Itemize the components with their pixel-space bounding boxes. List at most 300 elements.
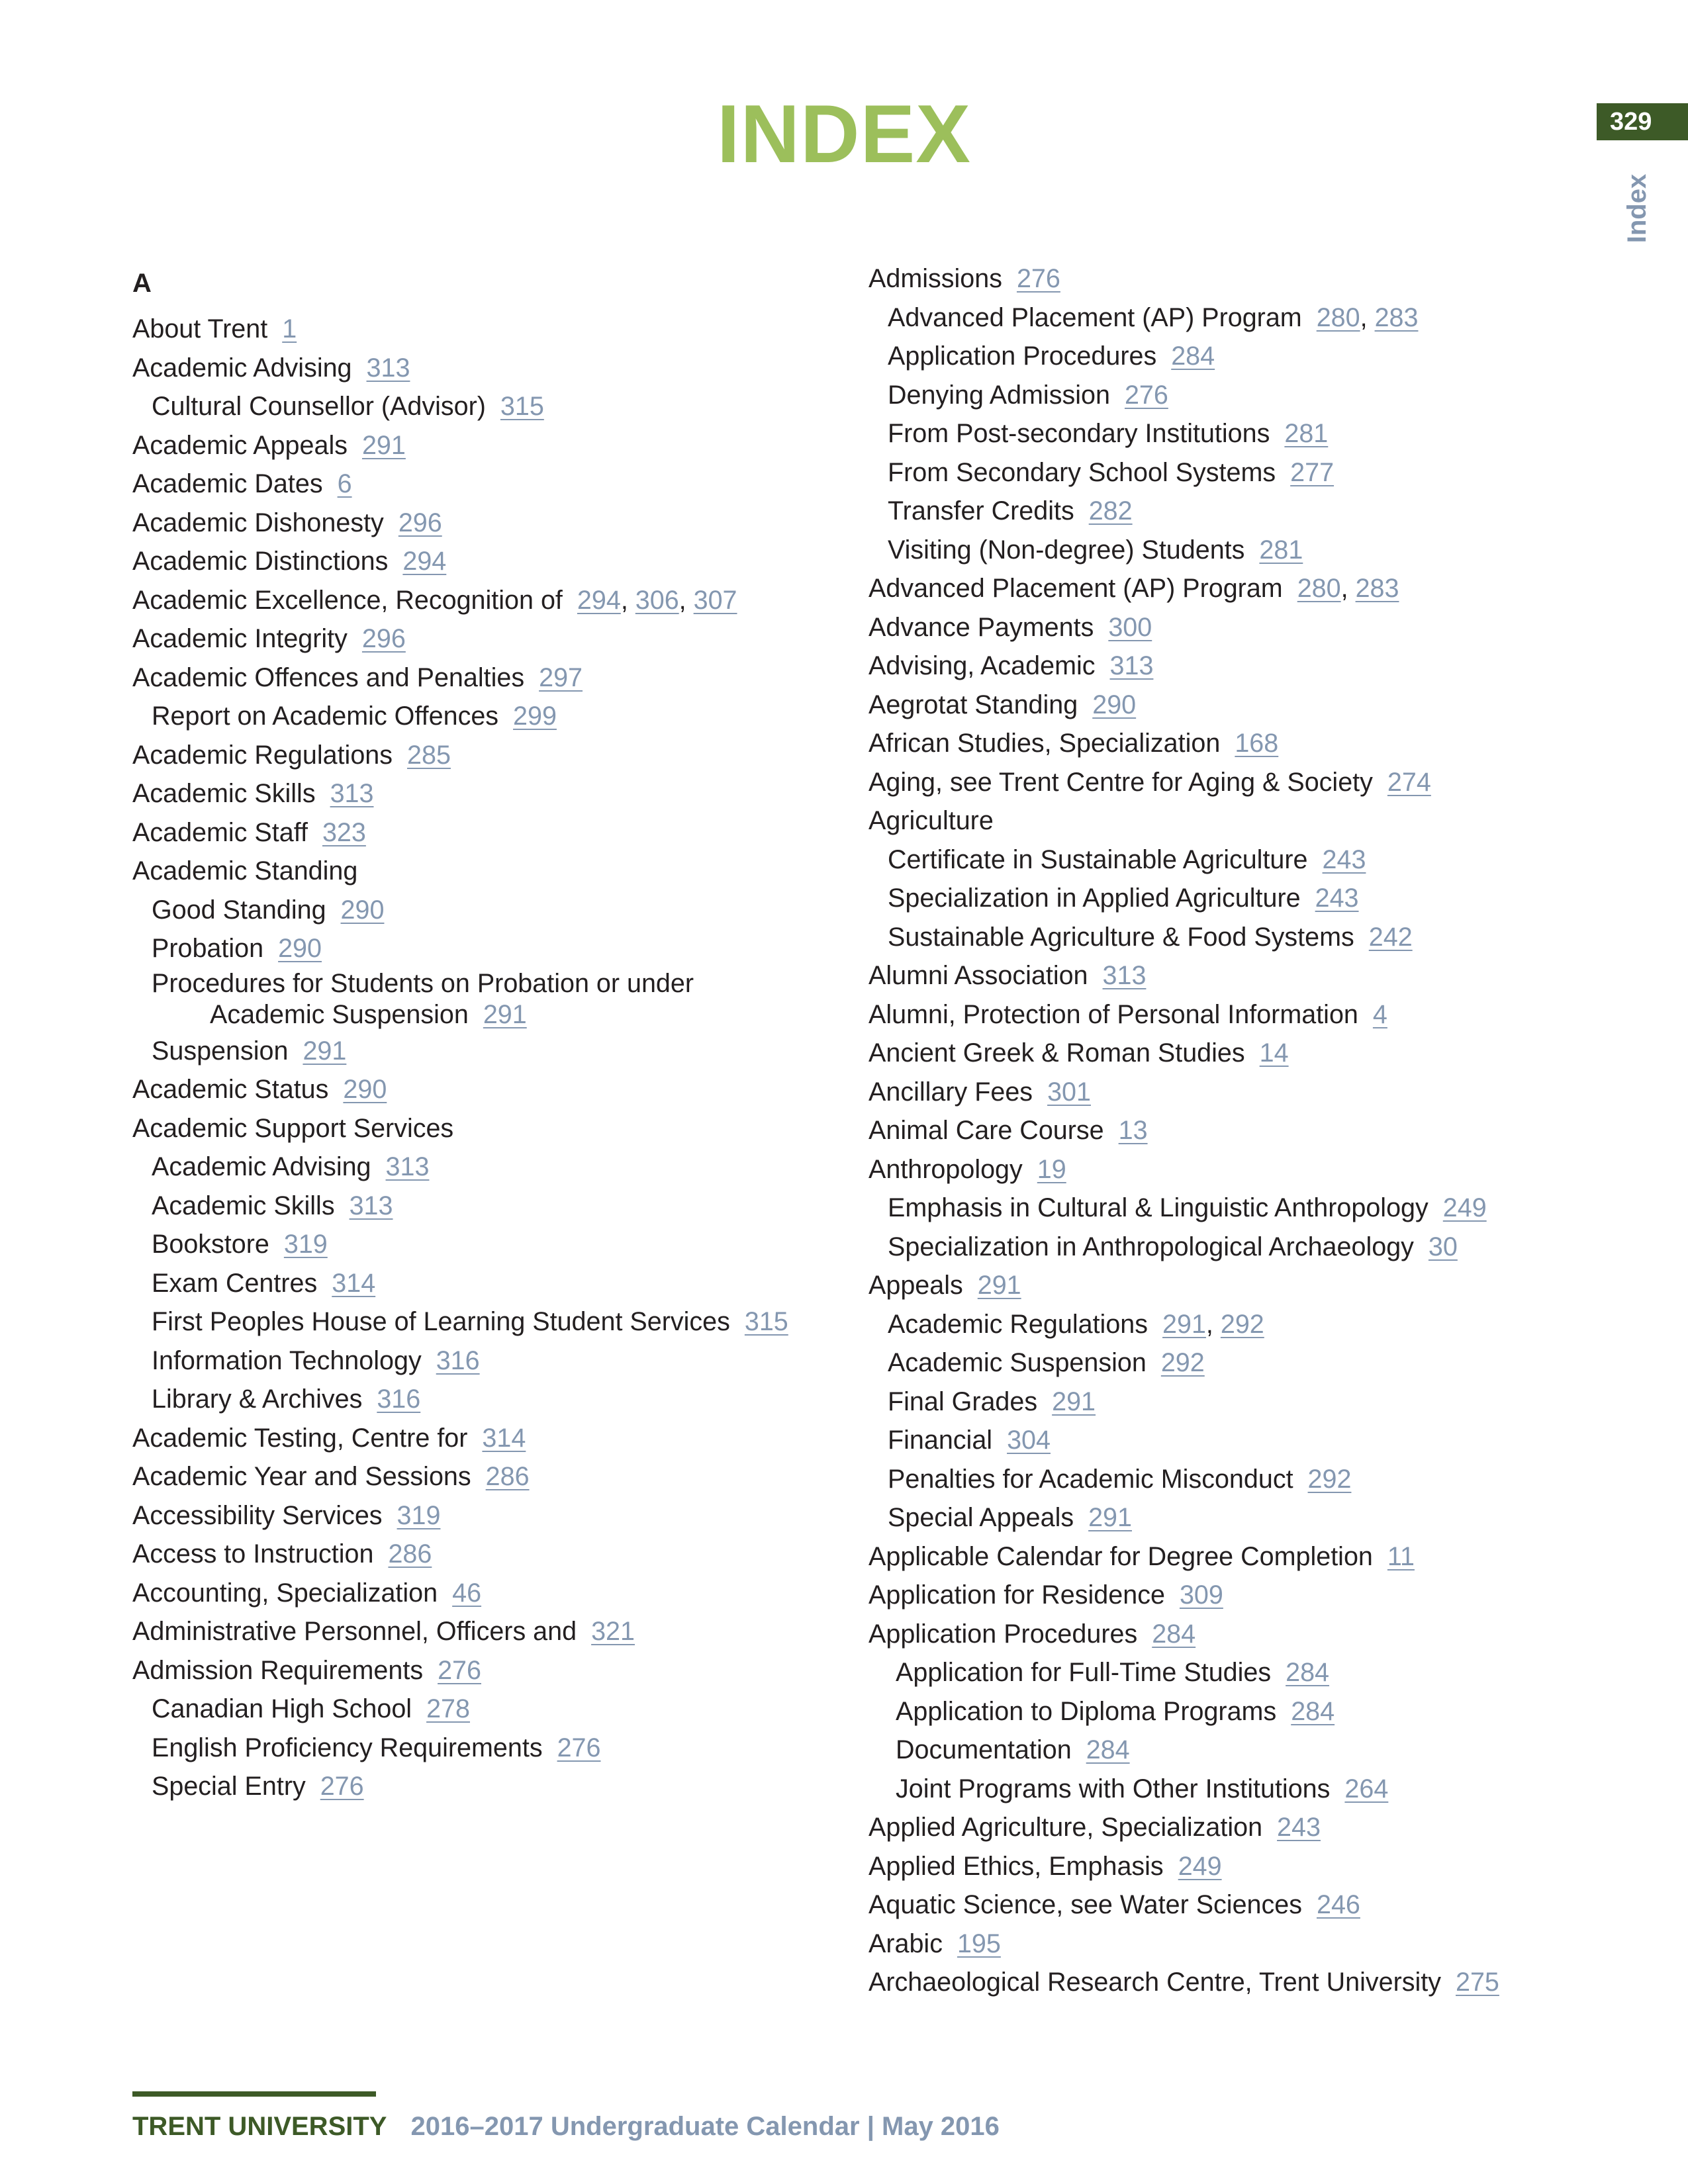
page-link[interactable]: 323 — [322, 817, 366, 847]
page-link[interactable]: 313 — [1102, 961, 1147, 990]
page-link[interactable]: 13 — [1118, 1116, 1148, 1145]
page-link[interactable]: 243 — [1315, 884, 1359, 913]
index-entry — [132, 1767, 847, 1806]
index-term: Academic Excellence, Recognition of — [132, 585, 563, 615]
index-term: Advanced Placement (AP) Program — [888, 302, 1302, 332]
index-term: Penalties for Academic Misconduct — [888, 1464, 1293, 1494]
index-entry — [868, 1073, 1583, 1112]
index-entry — [868, 1808, 1583, 1847]
page-link[interactable]: 276 — [1124, 380, 1168, 410]
page-link[interactable]: 313 — [349, 1191, 393, 1220]
index-entry — [132, 1651, 847, 1690]
page-link[interactable]: 315 — [744, 1307, 788, 1336]
index-entry — [868, 1421, 1583, 1460]
page-references — [1103, 961, 1147, 990]
page-link[interactable]: 168 — [1235, 729, 1279, 758]
page-link[interactable]: 280 — [1316, 302, 1360, 332]
page-references — [438, 1656, 481, 1685]
page-link[interactable]: 284 — [1152, 1619, 1196, 1649]
index-entry — [868, 1034, 1583, 1073]
page-references — [278, 934, 322, 963]
page-link[interactable]: 242 — [1368, 922, 1413, 952]
index-term: From Post-secondary Institutions — [888, 419, 1270, 448]
index-entry — [132, 659, 847, 698]
page-references — [284, 1230, 328, 1259]
index-term: Advance Payments — [868, 612, 1094, 642]
index-entry — [132, 968, 847, 1032]
page-references — [399, 508, 442, 537]
page-references — [332, 1269, 375, 1298]
page-link[interactable]: 281 — [1284, 419, 1329, 448]
index-entry — [868, 531, 1583, 570]
page-link[interactable]: 294 — [402, 547, 447, 576]
index-term: Procedures for Students on Probation or under — [152, 968, 694, 998]
index-term: Appeals — [868, 1271, 963, 1300]
index-term: Cultural Counsellor (Advisor) — [152, 392, 486, 421]
page-link[interactable]: 313 — [1109, 651, 1154, 680]
index-term: Academic Testing, Centre for — [132, 1423, 468, 1453]
page-link[interactable]: 291 — [977, 1271, 1021, 1300]
page-references — [343, 1075, 387, 1104]
index-entry — [868, 647, 1583, 686]
page-link[interactable]: 313 — [385, 1152, 430, 1181]
page-references — [1235, 729, 1278, 758]
page-link[interactable]: 281 — [1259, 535, 1303, 565]
page-link[interactable]: 4 — [1372, 999, 1387, 1029]
page-references — [322, 818, 366, 847]
index-term: Special Entry — [152, 1772, 306, 1801]
page-references — [1456, 1968, 1499, 1997]
page-references — [1259, 535, 1303, 565]
index-term: Agriculture — [868, 806, 994, 835]
page-link[interactable]: 249 — [1178, 1851, 1222, 1881]
page-references — [482, 1424, 526, 1453]
index-entry — [868, 686, 1583, 725]
page-references: 291, 292 — [1162, 1309, 1264, 1339]
page-references — [1037, 1155, 1066, 1184]
page-references — [557, 1733, 601, 1762]
index-term: Application to Diploma Programs — [896, 1696, 1277, 1726]
index-term: Academic Support Services — [132, 1113, 454, 1143]
index-term: Accounting, Specialization — [132, 1578, 438, 1608]
page-link[interactable]: 19 — [1037, 1154, 1066, 1184]
page-references — [388, 1539, 432, 1569]
index-entry — [132, 387, 847, 426]
index-entry — [132, 1148, 847, 1187]
page-references — [1260, 1038, 1289, 1068]
index-entry — [132, 1225, 847, 1264]
index-term: Specialization in Applied Agriculture — [888, 884, 1301, 913]
page-link[interactable]: 316 — [436, 1345, 480, 1375]
index-term: Accessibility Services — [132, 1500, 383, 1530]
index-entry — [868, 1266, 1583, 1305]
page-references — [1178, 1852, 1222, 1881]
index-term: Information Technology — [152, 1345, 422, 1375]
index-entry — [868, 956, 1583, 995]
page-link[interactable]: 291 — [361, 430, 406, 460]
page-references — [1315, 884, 1359, 913]
index-entry — [868, 608, 1583, 647]
index-term: Academic Dates — [132, 469, 323, 498]
page-link[interactable]: 299 — [513, 702, 557, 731]
page-link[interactable]: 315 — [500, 392, 544, 421]
page-link[interactable]: 264 — [1344, 1774, 1389, 1803]
index-term: Archaeological Research Centre, Trent University — [868, 1968, 1441, 1997]
index-entry — [132, 1496, 847, 1535]
page-link[interactable]: 290 — [340, 895, 385, 925]
index-term: Bookstore — [152, 1230, 269, 1259]
page-references — [1125, 381, 1168, 410]
index-term: Canadian High School — [152, 1694, 412, 1723]
page-references — [377, 1385, 420, 1414]
index-entry — [132, 619, 847, 659]
index-entry — [868, 801, 1583, 841]
page-references — [539, 663, 583, 692]
index-entry — [132, 504, 847, 543]
page-link[interactable]: 314 — [332, 1268, 376, 1298]
page-link[interactable]: 278 — [426, 1694, 470, 1723]
page-link[interactable]: 297 — [539, 662, 583, 692]
page-references — [1180, 1580, 1223, 1610]
index-entry — [132, 1302, 847, 1342]
index-entry — [868, 1886, 1583, 1925]
index-entry — [868, 1731, 1583, 1770]
page-link[interactable]: 321 — [591, 1617, 635, 1646]
page-link[interactable]: 290 — [343, 1075, 387, 1104]
page-references — [1088, 1503, 1132, 1532]
page-references — [341, 895, 385, 925]
index-entry — [868, 1111, 1583, 1150]
page-link[interactable]: 249 — [1442, 1193, 1487, 1222]
index-entry — [132, 1380, 847, 1419]
index-term: Aegrotat Standing — [868, 690, 1078, 719]
page-link[interactable]: 284 — [1291, 1696, 1335, 1726]
page-references — [362, 431, 406, 460]
index-entry — [868, 763, 1583, 802]
index-term: Academic Standing — [132, 856, 358, 886]
page-link[interactable]: 6 — [337, 469, 352, 498]
index-term: Visiting (Non-degree) Students — [888, 535, 1245, 565]
page-references — [1277, 1813, 1321, 1842]
index-term: Application Procedures — [868, 1619, 1138, 1649]
page-references — [362, 624, 406, 653]
page-references — [1308, 1465, 1352, 1494]
page-link[interactable]: 46 — [452, 1578, 482, 1608]
section-tab-label: Index — [1622, 173, 1652, 244]
page-link[interactable]: 306 — [635, 585, 679, 615]
page-link[interactable]: 195 — [957, 1929, 1001, 1958]
page-references — [1387, 768, 1431, 797]
index-term: Academic Distinctions — [132, 547, 389, 576]
page-references — [1017, 264, 1060, 293]
index-column-left — [132, 259, 847, 1806]
page-references — [402, 547, 446, 576]
page-link[interactable]: 275 — [1456, 1968, 1499, 1997]
index-term: English Proficiency Requirements — [152, 1733, 543, 1762]
page-references: 280, 283 — [1297, 574, 1399, 603]
page-references — [1152, 1619, 1196, 1649]
page-link[interactable]: 246 — [1317, 1890, 1360, 1919]
index-entry — [132, 426, 847, 465]
page-references — [338, 469, 352, 498]
index-entry — [868, 879, 1583, 918]
index-entry — [868, 1460, 1583, 1499]
page-references — [1284, 419, 1328, 448]
index-term: Sustainable Agriculture & Food Systems — [888, 922, 1354, 952]
index-entry — [132, 1032, 847, 1071]
index-letter-heading — [132, 259, 847, 310]
index-term: Denying Admission — [888, 380, 1110, 410]
page-link[interactable]: 291 — [1162, 1309, 1206, 1339]
index-entry — [868, 1963, 1583, 2002]
index-term: Alumni, Protection of Personal Information — [868, 999, 1358, 1029]
page-link[interactable]: 307 — [693, 585, 737, 615]
page-references — [1108, 613, 1152, 642]
page-link[interactable]: 277 — [1290, 457, 1335, 487]
page-references — [350, 1191, 393, 1220]
index-entry — [868, 337, 1583, 376]
index-entry — [132, 736, 847, 775]
page-references — [436, 1346, 480, 1375]
index-entry — [868, 1847, 1583, 1886]
index-column-right — [868, 259, 1583, 2002]
index-term: Arabic — [868, 1929, 943, 1958]
page-link[interactable]: 291 — [303, 1036, 347, 1066]
page-references — [1052, 1387, 1096, 1416]
page-references — [1110, 651, 1154, 680]
page-references — [1047, 1077, 1091, 1107]
index-term: Advanced Placement (AP) Program — [868, 574, 1283, 603]
page-link[interactable]: 276 — [557, 1733, 601, 1762]
index-term: Certificate in Sustainable Agriculture — [888, 844, 1308, 874]
page-link[interactable]: 30 — [1428, 1232, 1458, 1261]
index-term: Animal Care Course — [868, 1116, 1104, 1145]
index-term: Academic Regulations — [888, 1309, 1149, 1339]
page-link[interactable]: 292 — [1220, 1309, 1264, 1339]
page-references — [483, 1000, 527, 1029]
page-link[interactable]: 290 — [1092, 690, 1137, 719]
page-references — [1323, 845, 1366, 874]
index-entry — [868, 259, 1583, 298]
index-entry — [868, 995, 1583, 1034]
page-references — [745, 1307, 788, 1336]
index-term: Final Grades — [888, 1387, 1038, 1416]
index-term: Alumni Association — [868, 961, 1088, 990]
index-entry — [132, 1187, 847, 1226]
index-term: Probation — [152, 934, 264, 963]
page-link[interactable]: 296 — [398, 508, 442, 537]
page-references — [1443, 1193, 1487, 1222]
index-term: Aging, see Trent Centre for Aging & Society — [868, 767, 1373, 797]
page-references — [500, 392, 544, 421]
page-link[interactable]: 291 — [483, 999, 527, 1029]
index-term: Applied Agriculture, Specialization — [868, 1813, 1263, 1842]
index-term: Special Appeals — [888, 1503, 1074, 1532]
index-term: Academic Advising — [132, 353, 352, 383]
index-term: Exam Centres — [152, 1268, 318, 1298]
index-term: Academic Status — [132, 1075, 329, 1104]
page-link[interactable]: 291 — [1052, 1387, 1096, 1416]
index-entry — [868, 1305, 1583, 1344]
page-references — [1089, 496, 1133, 525]
index-term: Joint Programs with Other Institutions — [896, 1774, 1331, 1803]
index-entry — [132, 1729, 847, 1768]
index-term: Admission Requirements — [132, 1655, 424, 1685]
index-entry — [132, 929, 847, 968]
index-entry — [868, 453, 1583, 492]
index-term: A — [132, 269, 152, 298]
index-term: From Secondary School Systems — [888, 457, 1276, 487]
page-link[interactable]: 1 — [282, 314, 297, 343]
page-link[interactable]: 290 — [278, 934, 322, 963]
page-link[interactable]: 243 — [1322, 844, 1366, 874]
index-entry — [132, 1342, 847, 1381]
index-term: Aquatic Science, see Water Sciences — [868, 1890, 1302, 1919]
index-entry — [868, 1189, 1583, 1228]
page-link[interactable]: 276 — [438, 1655, 481, 1685]
page-link[interactable]: 283 — [1374, 302, 1419, 332]
page-link[interactable]: 304 — [1007, 1426, 1051, 1455]
page-references: 280, 283 — [1316, 302, 1419, 332]
page-link[interactable]: 291 — [1088, 1503, 1132, 1532]
index-entry — [132, 774, 847, 813]
page-link[interactable]: 283 — [1355, 574, 1399, 603]
index-entry — [132, 1690, 847, 1729]
page-references — [282, 314, 297, 343]
index-term: Academic Skills — [132, 779, 316, 808]
index-term: Academic Appeals — [132, 430, 348, 460]
page-link[interactable]: 286 — [388, 1539, 432, 1569]
index-entry — [868, 569, 1583, 608]
footer — [132, 2108, 1000, 2145]
page-link[interactable]: 296 — [361, 624, 406, 653]
page-references — [486, 1462, 530, 1491]
page-references — [1286, 1658, 1329, 1687]
page-link[interactable]: 300 — [1108, 612, 1152, 642]
index-term: Anthropology — [868, 1154, 1023, 1184]
page-link[interactable]: 301 — [1047, 1077, 1091, 1107]
index-term: Application for Full-Time Studies — [896, 1658, 1272, 1687]
index-entry — [868, 414, 1583, 453]
index-term: Admissions — [868, 264, 1002, 293]
page-references — [957, 1929, 1001, 1958]
page-link[interactable]: 309 — [1179, 1580, 1223, 1610]
page-references — [1373, 1000, 1387, 1029]
index-term: Library & Archives — [152, 1385, 363, 1414]
page-link[interactable]: 14 — [1259, 1038, 1289, 1068]
index-term: Good Standing — [152, 895, 326, 925]
index-term: Advising, Academic — [868, 651, 1096, 680]
page-references — [320, 1772, 364, 1801]
page-link[interactable]: 285 — [407, 740, 451, 770]
index-entry — [132, 465, 847, 504]
page-link[interactable]: 292 — [1307, 1464, 1352, 1494]
page-link[interactable]: 313 — [366, 353, 410, 383]
index-term: Financial — [888, 1426, 993, 1455]
page-references — [1387, 1542, 1415, 1571]
index-term: Specialization in Anthropological Archaeology — [888, 1232, 1414, 1261]
page-link[interactable]: 276 — [1016, 264, 1060, 293]
index-entry — [868, 1537, 1583, 1576]
page-references — [1161, 1348, 1205, 1377]
page-link[interactable]: 276 — [320, 1772, 364, 1801]
index-entry — [868, 298, 1583, 338]
index-entry — [132, 1535, 847, 1574]
page-link[interactable]: 11 — [1387, 1541, 1415, 1571]
index-entry — [868, 492, 1583, 531]
index-term: Report on Academic Offences — [152, 702, 499, 731]
page-references — [1007, 1426, 1051, 1455]
page-references — [1171, 341, 1215, 371]
page-link[interactable]: 314 — [482, 1423, 526, 1453]
index-entry — [132, 1419, 847, 1458]
page-link[interactable]: 284 — [1286, 1658, 1330, 1687]
index-entry — [132, 349, 847, 388]
index-entry — [868, 1228, 1583, 1267]
index-entry — [868, 918, 1583, 957]
index-entry — [132, 813, 847, 852]
page-link[interactable]: 313 — [330, 779, 374, 808]
page-references — [397, 1501, 441, 1530]
index-entry — [132, 1457, 847, 1496]
index-entry — [868, 1770, 1583, 1809]
index-entry — [132, 1109, 847, 1148]
page-link[interactable]: 284 — [1086, 1735, 1130, 1764]
index-entry — [868, 1692, 1583, 1731]
page-link[interactable]: 243 — [1277, 1813, 1321, 1842]
index-entry — [868, 1150, 1583, 1189]
index-term: Applicable Calendar for Degree Completion — [868, 1541, 1373, 1571]
index-term: Academic Regulations — [132, 740, 393, 770]
page-references — [407, 741, 451, 770]
page-link[interactable]: 280 — [1297, 574, 1341, 603]
page-link[interactable]: 284 — [1171, 341, 1215, 371]
index-entry — [132, 581, 847, 620]
index-entry — [132, 310, 847, 349]
page-references — [978, 1271, 1021, 1300]
page-references — [1369, 923, 1413, 952]
page-link[interactable]: 294 — [577, 585, 621, 615]
index-term: Application Procedures — [888, 341, 1157, 371]
page-references — [426, 1694, 470, 1723]
index-term: Application for Residence — [868, 1580, 1165, 1610]
page-link[interactable]: 316 — [377, 1385, 421, 1414]
index-term: Emphasis in Cultural & Linguistic Anthropology — [888, 1193, 1429, 1222]
page-references — [513, 702, 557, 731]
page-number: 329 — [1597, 103, 1688, 140]
page-references — [1290, 458, 1334, 487]
index-entry — [868, 1615, 1583, 1654]
index-entry — [868, 1576, 1583, 1615]
index-entry — [868, 1925, 1583, 1964]
page-references — [452, 1578, 481, 1608]
index-term: Suspension — [152, 1036, 289, 1066]
index-term: Academic Year and Sessions — [132, 1462, 471, 1491]
footer-organization: TRENT UNIVERSITY — [132, 2112, 387, 2141]
index-entry — [132, 891, 847, 930]
page-link[interactable]: 274 — [1387, 767, 1431, 797]
index-term: Academic Advising — [152, 1152, 371, 1181]
index-term: Academic Dishonesty — [132, 508, 384, 537]
page-link[interactable]: 319 — [283, 1230, 328, 1259]
page-link[interactable]: 286 — [485, 1462, 530, 1491]
page-references — [303, 1036, 346, 1066]
index-entry — [868, 1653, 1583, 1692]
index-term-continuation — [152, 999, 847, 1030]
page-link[interactable]: 319 — [397, 1500, 441, 1530]
page-link[interactable]: 282 — [1088, 496, 1133, 525]
page-link[interactable]: 292 — [1160, 1348, 1205, 1377]
